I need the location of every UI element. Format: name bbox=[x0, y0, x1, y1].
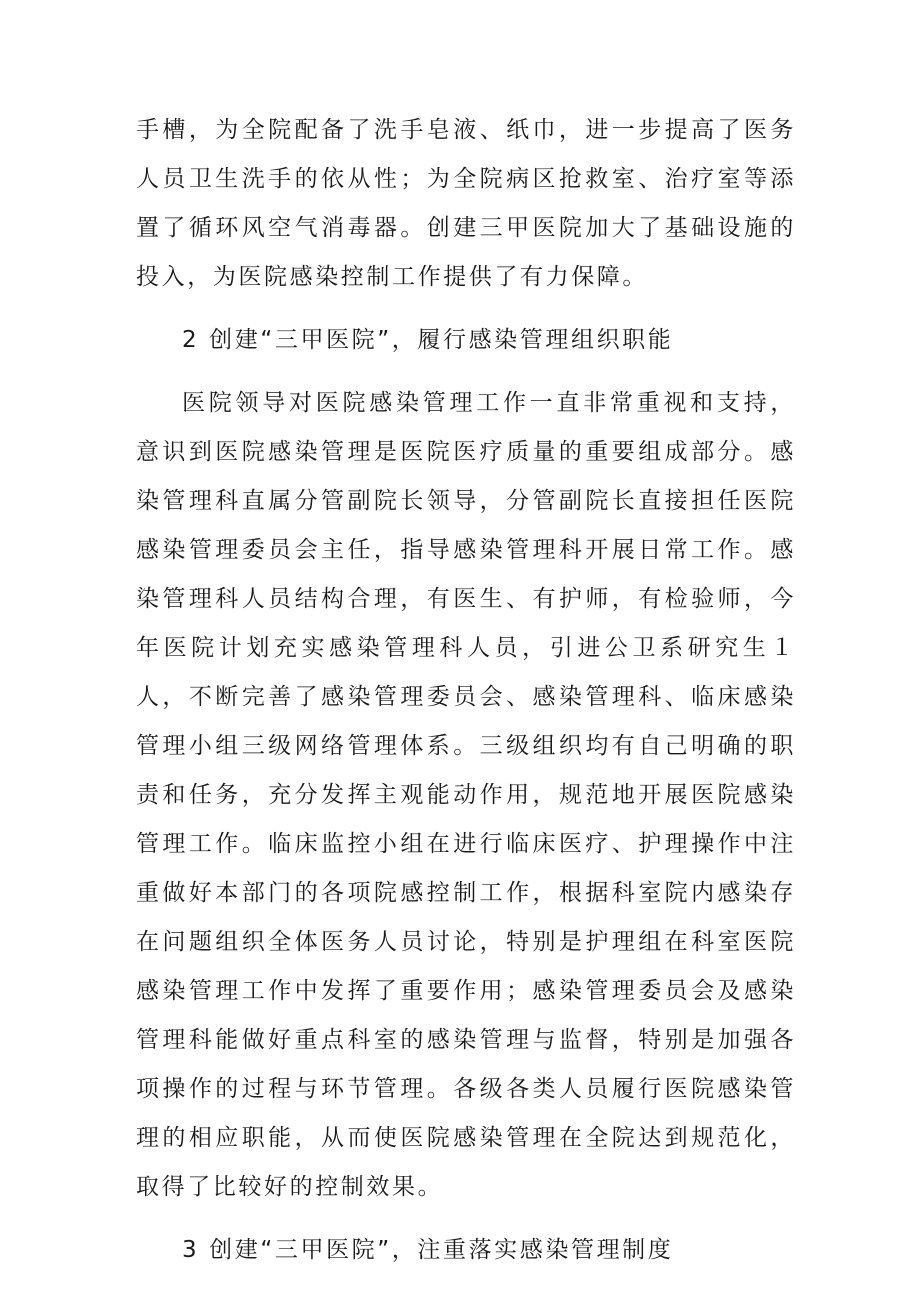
spacer bbox=[136, 1212, 796, 1226]
paragraph-organization: 医院领导对医院感染管理工作一直非常重视和支持，意识到医院感染管理是医院医疗质量的重要组成部分。感染管理科直属分管副院长领导，分管副院长直接担任医院感染管理委员会主任，指导感染管理科开展日常工作。感染管理科人员结构合理，有医生、有护师，有检验师，今年医院计划充实感染管理科人员，引进公卫系研究生１人，不断完善了感染管理委员会、感染管理科、临床感染管理小组三级网络管理体系。三级组织均有自己明确的职责和任务，充分发挥主观能动作用，规范地开展医院感染管理工作。临床监控小组在进行临床医疗、护理操作中注重做好本部门的各项院感控制工作，根据科室院内感染存在问题组织全体医务人员讨论，特别是护理组在科室医院感染管理工作中发挥了重要作用；感染管理委员会及感染管理科能做好重点科室的感染管理与监督，特别是加强各项操作的过程与环节管理。各级各类人员履行医院感染管理的相应职能，从而使医院感染管理在全院达到规范化，取得了比较好的控制效果。 bbox=[136, 390, 796, 1200]
section-heading-2: 2 创建“三甲医院”，履行感染管理组织职能 bbox=[182, 327, 674, 353]
spacer bbox=[136, 302, 796, 316]
spacer bbox=[136, 365, 796, 379]
paragraph-infrastructure: 手槽，为全院配备了洗手皂液、纸巾，进一步提高了医务人员卫生洗手的依从性；为全院病区抢救室、治疗室等添置了循环风空气消毒器。创建三甲医院加大了基础设施的投入，为医院感染控制工作提供了有力保障。 bbox=[136, 117, 796, 290]
document-page bbox=[136, 106, 796, 1275]
section-heading-3: 3 创建“三甲医院”，注重落实感染管理制度 bbox=[182, 1237, 674, 1263]
